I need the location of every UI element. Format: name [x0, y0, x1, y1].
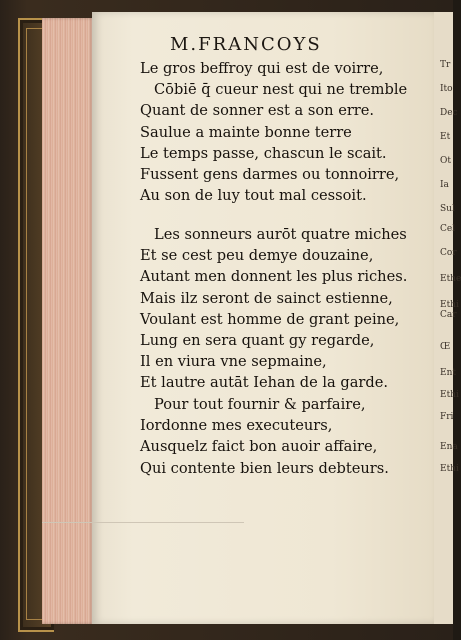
- verse-line: Ausquelz faict bon auoir affaire,: [140, 438, 378, 456]
- facing-fragment: Ethe: [440, 274, 461, 284]
- facing-fragment: Ethi: [440, 300, 459, 310]
- running-header: M.FRANCOYS: [170, 34, 322, 55]
- margin-rule: [42, 522, 244, 523]
- facing-fragment: Cel: [440, 224, 456, 234]
- facing-fragment: Sul: [440, 204, 455, 214]
- verse-line: Et se cest peu demye douzaine,: [140, 247, 374, 265]
- facing-fragment: Œ: [440, 342, 451, 352]
- facing-fragment: Ent: [440, 368, 456, 378]
- page-edges: [42, 18, 94, 624]
- verse-line: Saulue a mainte bonne terre: [140, 123, 352, 141]
- verse-line: Autant men donnent les plus riches.: [140, 268, 408, 286]
- verse-line: Le temps passe, chascun le scait.: [140, 144, 387, 162]
- verse-line: Voulant est homme de grant peine,: [140, 310, 400, 328]
- verse-line: Lung en sera quant gy regarde,: [140, 332, 375, 350]
- verse-line: Cōbiē q̄ cueur nest qui ne tremble: [154, 81, 408, 99]
- verse-line: Il en viura vne sepmaine,: [140, 353, 327, 371]
- facing-fragment: Ia: [440, 180, 449, 190]
- facing-fragment: Ito: [440, 84, 453, 94]
- verse-line: Qui contente bien leurs debteurs.: [140, 459, 389, 477]
- facing-fragment: Fri: [440, 412, 454, 422]
- verse-line: Fussent gens darmes ou tonnoirre,: [140, 166, 400, 184]
- facing-page-strip: [434, 12, 461, 624]
- verse-line: Pour tout fournir & parfaire,: [154, 396, 366, 413]
- verse-line: Les sonneurs aurōt quatre miches: [154, 226, 407, 243]
- verse-line: Le gros beffroy qui est de voirre,: [140, 60, 384, 77]
- stanza-2: [140, 224, 407, 394]
- facing-fragment: Dec: [440, 108, 458, 118]
- facing-fragment: Ethi: [440, 464, 459, 474]
- verse-line: Mais ilz seront de sainct estienne,: [140, 289, 393, 307]
- verse-line: Iordonne mes executeurs,: [140, 417, 333, 435]
- stanza-1: [140, 58, 407, 206]
- facing-fragment: Ena: [440, 442, 458, 452]
- verse-line: Quant de sonner est a son erre.: [140, 102, 375, 120]
- verse-line: Au son de luy tout mal cessoit.: [140, 187, 367, 205]
- stanza-3: [140, 394, 389, 479]
- verse-line: Et lautre autāt Iehan de la garde.: [140, 374, 389, 392]
- facing-fragment: Tr: [440, 60, 451, 70]
- facing-fragment: Cor: [440, 248, 457, 258]
- facing-fragment: Et: [440, 132, 451, 142]
- facing-fragment: Car: [440, 310, 457, 320]
- facing-fragment: Ethi: [440, 390, 459, 400]
- facing-fragment: Ot: [440, 156, 451, 166]
